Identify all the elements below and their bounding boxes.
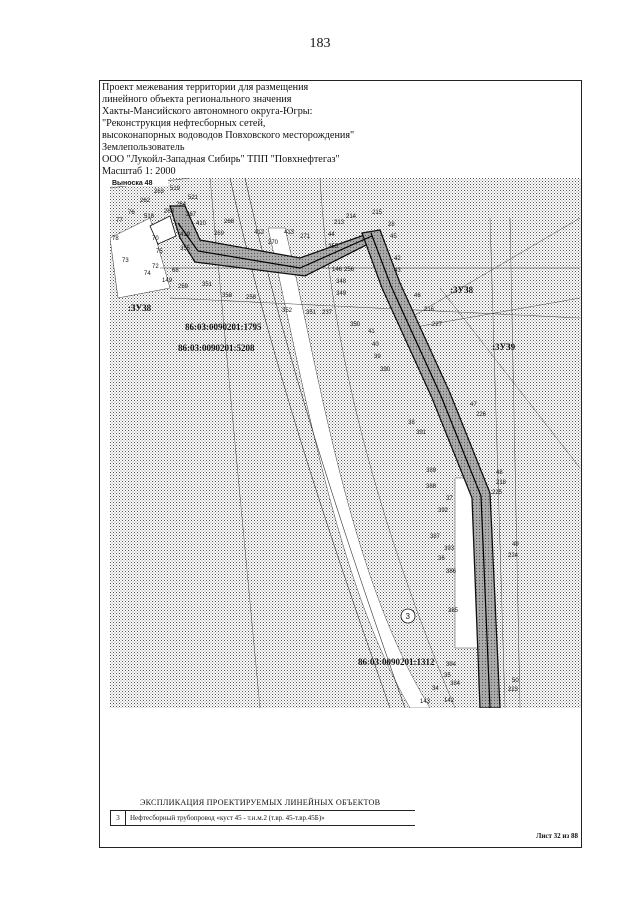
point-label: 412	[254, 230, 265, 236]
point-label: 518	[144, 214, 155, 220]
point-label: 410	[196, 221, 207, 227]
point-label: 46	[414, 293, 421, 299]
point-label: 519	[170, 186, 181, 192]
point-label: 391	[416, 430, 427, 436]
point-label: 37	[446, 496, 453, 502]
point-label: 392	[438, 508, 449, 514]
explication-title: ЭКСПЛИКАЦИЯ ПРОЕКТИРУЕМЫХ ЛИНЕЙНЫХ ОБЪЕКТОВ	[140, 798, 381, 807]
point-label: 78	[112, 236, 119, 242]
zone-label: :3У38	[128, 303, 152, 313]
point-label: 269	[214, 231, 225, 237]
point-label: 74	[144, 271, 151, 277]
point-label: 350	[350, 322, 361, 328]
point-label: 352	[282, 308, 293, 314]
point-label: 256	[344, 267, 355, 273]
point-label: 390	[380, 367, 391, 373]
object-marker-label: 3	[405, 612, 410, 621]
point-label: 227	[432, 322, 443, 328]
point-label: 47	[470, 402, 477, 408]
point-label: 225	[492, 490, 503, 496]
callout-label: Выноска 48	[112, 180, 153, 187]
point-label: 77	[116, 218, 123, 224]
point-label: 267	[186, 212, 197, 218]
point-label: 223	[508, 687, 519, 693]
point-label: 73	[122, 258, 129, 264]
point-label: 36	[438, 556, 445, 562]
point-label: 394	[446, 662, 457, 668]
point-label: 42	[394, 256, 401, 262]
point-label: 76	[128, 210, 135, 216]
point-label: 43	[394, 268, 401, 274]
explication-row-name: Нефтесборный трубопровод «куст 45 - т.н.м.2 (т.вр. 45-т.вр.45Б)»	[130, 814, 325, 822]
point-label: 351	[202, 282, 213, 288]
map-background	[110, 178, 581, 708]
point-label: 419	[180, 232, 191, 238]
point-label: 149	[162, 278, 173, 284]
point-label: 40	[372, 342, 379, 348]
cadastral-number: 86:03:0090201:1312	[358, 657, 435, 667]
page-number: 183	[309, 36, 331, 51]
point-label: 39	[374, 354, 381, 360]
land-user-name: ООО "Лукойл-Западная Сибирь" ТПП "Повхнефтегаз"	[102, 154, 340, 165]
point-label: 218	[496, 480, 507, 486]
title-line: линейного объекта регионального значения	[102, 94, 292, 105]
land-user-label: Землепользователь	[102, 142, 185, 153]
point-label: 259	[178, 284, 189, 290]
title-line: Хакты-Мансийского автономного округа-Югры:	[102, 106, 313, 117]
point-label: 28	[388, 222, 395, 228]
cadastral-number: 86:03:0090201:1795	[185, 322, 262, 332]
point-label: 70	[152, 236, 159, 242]
survey-map	[110, 178, 581, 708]
zone-label: :3У39	[492, 342, 516, 352]
point-label: 35	[444, 673, 451, 679]
point-label: 355	[180, 246, 191, 252]
point-label: 255	[328, 244, 339, 250]
point-label: 389	[426, 468, 437, 474]
point-label: 213	[334, 220, 345, 226]
point-label: 214	[346, 214, 357, 220]
point-label: 521	[188, 195, 199, 201]
point-label: 268	[224, 219, 235, 225]
point-label: 41	[368, 329, 375, 335]
title-line: Проект межевания территории для размещения	[102, 82, 309, 93]
map-svg	[110, 178, 581, 708]
point-label: 384	[450, 681, 461, 687]
point-label: 45	[390, 234, 397, 240]
cadastral-number: 86:03:0090201:5208	[178, 343, 255, 353]
point-label: 270	[268, 240, 279, 246]
point-label: 49	[512, 542, 519, 548]
point-label: 413	[284, 230, 295, 236]
point-label: 38	[408, 420, 415, 426]
point-label: 358	[222, 293, 233, 299]
point-label: 387	[430, 534, 441, 540]
point-label: 349	[336, 291, 347, 297]
point-label: 263	[164, 209, 175, 215]
point-label: 264	[176, 202, 187, 208]
point-label: 385	[448, 608, 459, 614]
point-label: 386	[446, 569, 457, 575]
zone-label: :3У38	[450, 285, 474, 295]
sheet-number: Лист 32 из 88	[536, 832, 578, 840]
point-label: 263	[154, 189, 165, 195]
point-label: 68	[172, 268, 179, 274]
title-line: высоконапорных водоводов Повховского месторождения"	[102, 130, 355, 141]
point-label: 146	[332, 267, 343, 273]
explication-row	[110, 810, 415, 826]
title-line: "Реконструкция нефтесборных сетей,	[102, 118, 266, 129]
point-label: 75	[156, 249, 163, 255]
point-label: 393	[444, 546, 455, 552]
point-label: 44	[328, 232, 335, 238]
point-label: 72	[152, 264, 159, 270]
point-label: 237	[322, 310, 333, 316]
point-label: 271	[300, 234, 311, 240]
point-label: 224	[508, 553, 519, 559]
point-label: 142	[444, 698, 455, 704]
point-label: 34	[432, 686, 439, 692]
point-label: 143	[420, 699, 431, 705]
point-label: 50	[512, 678, 519, 684]
point-label: 215	[372, 210, 383, 216]
point-label: 48	[496, 470, 503, 476]
point-label: 351	[306, 310, 317, 316]
point-label: 262	[140, 198, 151, 204]
explication-row-number: 3	[110, 811, 126, 825]
scale-label: Масштаб 1: 2000	[102, 166, 176, 177]
point-label: 216	[424, 307, 435, 313]
point-label: 348	[336, 279, 347, 285]
point-label: 258	[246, 295, 257, 301]
point-label: 388	[426, 484, 437, 490]
title-block	[102, 82, 502, 178]
point-label: 226	[476, 412, 487, 418]
